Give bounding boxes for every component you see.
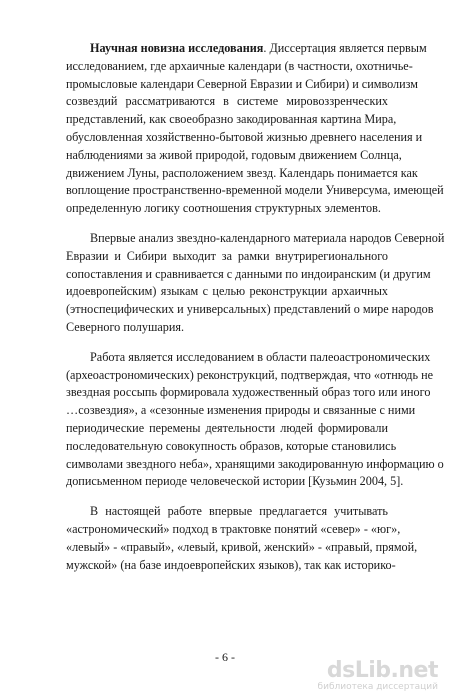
- line-text: Евразии и Сибири выходит за рамки внутрирегионального: [66, 248, 388, 263]
- text-line: [66, 40, 427, 58]
- text-line: [66, 456, 444, 474]
- line-text: Впервые анализ звездно-календарного материала народов Северной: [90, 230, 445, 245]
- text-line: [66, 420, 388, 438]
- text-line: [66, 266, 431, 284]
- line-text: воплощение пространственно-временной модели Универсума, имеющей: [66, 183, 444, 198]
- text-line: [66, 230, 445, 248]
- line-text: наблюдениями за живой природой, годовым движением Солнца,: [66, 147, 402, 162]
- text-line: [66, 301, 434, 319]
- text-line: [66, 319, 388, 337]
- text-line: [66, 248, 388, 266]
- line-text: «астрономический» подход в трактовке понятий «север» - «юг»,: [66, 521, 401, 536]
- page-number: - 6 -: [215, 650, 235, 664]
- line-text: промысловые календари Северной Евразии и Сибири) и символизм: [66, 76, 419, 91]
- line-text: созвездий рассматриваются в системе мировоззренческих: [66, 94, 388, 109]
- line-text: периодические перемены деятельности людей формировали: [66, 420, 388, 435]
- document-body: [66, 40, 445, 574]
- text-line: [66, 367, 434, 385]
- line-text: обусловленная хозяйственно-бытовой жизнью древнего населения и: [66, 129, 423, 144]
- line-text: идоевропейским) языкам с целью реконструкции архаичных: [66, 284, 388, 299]
- text-line: [66, 283, 388, 301]
- text-line: [66, 503, 388, 521]
- line-text: исследованием, где архаичные календари (в частности, охотничье-: [66, 58, 413, 73]
- line-text: последовательную совокупность образов, которые становились: [66, 438, 397, 453]
- text-line: [66, 384, 431, 402]
- text-line: [66, 200, 388, 218]
- text-line: [66, 93, 388, 111]
- line-text: мужской» (на базе индоевропейских языков), так как историко-: [66, 557, 396, 572]
- paragraph: [66, 503, 418, 574]
- line-text: Северного полушария.: [66, 319, 185, 334]
- text-line: [66, 129, 423, 147]
- text-line: [66, 438, 397, 456]
- watermark-logo: dsLib.net: [326, 658, 438, 683]
- line-text: дописьменном периоде человеческой истории [Кузьмин 2004, 5].: [66, 474, 404, 489]
- text-line: [66, 521, 401, 539]
- line-text: символами звездного неба», хранящими закодированную информацию о: [66, 456, 444, 471]
- line-text: (этноспецифических и универсальных) представлений о мире народов: [66, 302, 434, 317]
- line-text: (археоастрономических) реконструкций, подтверждая, что «отнюдь не: [66, 367, 434, 382]
- line-text: …созвездия», а «сезонные изменения природы и связанные с ними: [66, 403, 416, 418]
- text-line: [66, 76, 419, 94]
- text-line: [66, 165, 418, 183]
- line-text: . Диссертация является первым: [263, 41, 427, 55]
- text-line: [66, 402, 416, 420]
- paragraph: [66, 40, 444, 218]
- line-text: Работа является исследованием в области палеоастрономических: [90, 349, 431, 364]
- line-text: В настоящей работе впервые предлагается учитывать: [90, 504, 388, 519]
- line-text: звездная россыпь формировала художественный образ того или иного: [66, 385, 431, 400]
- line-text: определенную логику соотношения структурных элементов.: [66, 201, 381, 216]
- text-line: [66, 182, 444, 200]
- text-line: [66, 349, 431, 367]
- line-text: «левый» - «правый», «левый, кривой, женский» - «правый, прямой,: [66, 539, 418, 554]
- text-line: [66, 539, 418, 557]
- watermark-tagline: библиотека диссертаций: [317, 682, 438, 692]
- text-line: [66, 473, 404, 491]
- paragraph: [66, 230, 445, 337]
- line-text: сопоставления и сравнивается с данными по индоиранским (и другим: [66, 266, 431, 281]
- paragraph-gap: [66, 491, 388, 503]
- line-text: представлений, как своеобразно закодированная картина Мира,: [66, 112, 397, 127]
- line-text: движением Луны, расположением звезд. Календарь понимается как: [66, 165, 418, 180]
- paragraph-gap: [66, 218, 388, 230]
- text-line: [66, 147, 402, 165]
- bold-heading-text: Научная новизна исследования: [90, 41, 264, 55]
- watermark: [317, 658, 438, 692]
- text-line: [66, 111, 397, 129]
- text-line: [66, 58, 413, 76]
- paragraph: [66, 349, 444, 491]
- paragraph-gap: [66, 337, 388, 349]
- text-line: [66, 557, 396, 575]
